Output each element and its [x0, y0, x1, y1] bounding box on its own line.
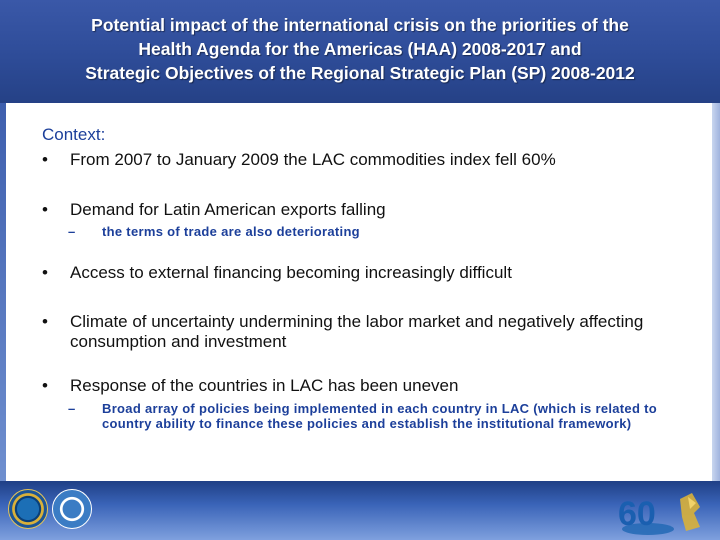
slide-header	[0, 0, 720, 103]
bullet-text: Response of the countries in LAC has been uneven	[70, 376, 459, 395]
bullet-text: Climate of uncertainty undermining the labor market and negatively affecting consumption and investment	[70, 312, 644, 351]
bullet-item	[42, 150, 682, 170]
title-line-1: Potential impact of the international crisis on the priorities of the	[91, 15, 629, 35]
bullet-item	[42, 376, 682, 396]
sub-bullet-text: Broad array of policies being implemented in each country in LAC (which is related to country ability to finance these policies and establish the institutional framework)	[102, 401, 657, 431]
bullet-marker: •	[42, 312, 48, 331]
slide-title	[0, 0, 720, 85]
anniversary-number: 60	[618, 495, 656, 533]
sub-bullet-marker: –	[68, 224, 76, 239]
bullet-marker: •	[42, 263, 48, 282]
who-seal-icon	[52, 489, 92, 529]
slide-body	[6, 103, 712, 481]
paho-seal-icon	[8, 489, 48, 529]
right-decor-band	[712, 103, 720, 481]
bullet-text: Demand for Latin American exports falling	[70, 200, 386, 219]
context-label: Context:	[42, 125, 106, 144]
sub-bullet-item	[68, 224, 668, 239]
sub-bullet-item	[68, 401, 696, 431]
sub-bullet-text: the terms of trade are also deteriorating	[102, 224, 360, 239]
title-line-3: Strategic Objectives of the Regional Strategic Plan (SP) 2008-2012	[85, 63, 635, 83]
bullet-marker: •	[42, 376, 48, 395]
sub-bullet-marker: –	[68, 401, 76, 416]
bullet-text: From 2007 to January 2009 the LAC commodities index fell 60%	[70, 150, 556, 169]
anniversary-60-logo	[610, 487, 710, 537]
bullet-item	[42, 263, 682, 283]
bullet-marker: •	[42, 150, 48, 169]
slide-footer	[0, 481, 720, 540]
bullet-item	[42, 200, 682, 220]
bullet-marker: •	[42, 200, 48, 219]
bullet-item	[42, 312, 682, 352]
title-line-2: Health Agenda for the Americas (HAA) 2008-2017 and	[138, 39, 582, 59]
bullet-text: Access to external financing becoming increasingly difficult	[70, 263, 512, 282]
